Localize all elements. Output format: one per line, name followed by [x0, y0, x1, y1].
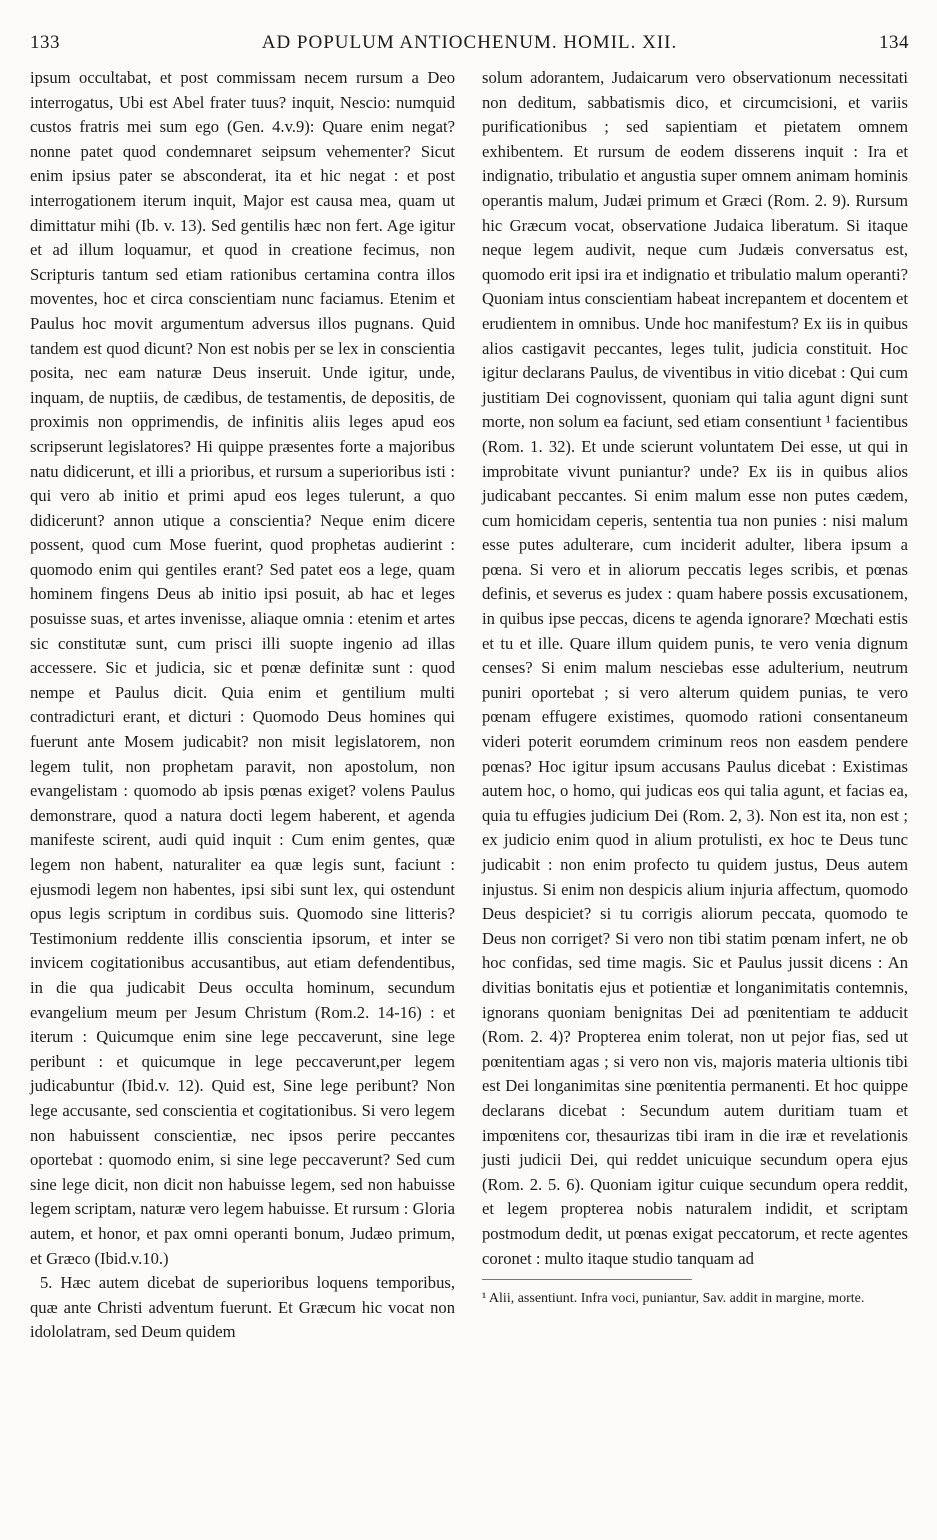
- left-column: [30, 66, 455, 1345]
- left-paragraph-2: 5. Hæc autem dicebat de superioribus loquens temporibus, quæ ante Christi adventum fuerunt. Et Græcum hic vocat non idololatram, sed Deum quidem: [30, 1273, 455, 1342]
- footnote: [482, 1279, 865, 1308]
- right-paragraph-1: solum adorantem, Judaicarum vero observationum necessitati non deditum, sabbatismis dico, et circumcisioni, et variis purificationibus ; sed sapientiam et pietatem omnem exhibentem. Et rursum de eodem disserens inquit : Ira et indignatio, tribulatio et angustia super omnem animam hominis operantis malum, Judæi primum et Græci (Rom. 2. 9). Rursum hic Græcum vocat, observatione Judaica liberatum. Si itaque neque legem audivit, neque cum Judæis conversatus est, quomodo erit ipsi ira et indignatio et tribulatio malum operanti? Quoniam intus conscientiam habeat increpantem et docentem et erudientem in omnibus. Unde hoc manifestum? Ex iis in quibus alios castigavit peccantes, leges tulit, judicia constituit. Hoc igitur declarans Paulus, de viventibus in vitio dicebat : Qui cum justitiam Dei cognovissent, quoniam qui talia agunt digni sunt morte, non solum ea faciunt, sed etiam consentiunt ¹ facientibus (Rom. 1. 32). Et unde scierunt voluntatem Dei esse, ut qui in improbitate vivunt puniantur? unde? Ex iis in quibus alios judicabant peccantes. Si enim malum esse non putes cædem, cum homicidam ceperis, sententia tua non punies : nisi malum esse putes adulterare, cum inciderit adulter, libera ipsum a pœna. Si vero et in aliorum peccatis leges scribis, et pœnas definis, et severus es judex : quam habere possis excusationem, in quibus ipse peccas, dicens te agenda ignorare? Mœchati estis et tu et ille. Quare illum quidem punis, te vero venia dignum censes? Si enim malum nesciebas esse adulterium, neutrum puniri oportebat ; si vero alterum quidem punias, te vero pœnam effugere existimes, quomodo rationi consentaneum videri poterit eorumdem criminum reos non easdem pendere pœnas? Hoc igitur ipsum accusans Paulus dicebat : Existimas autem hoc, o homo, qui judicas eos qui talia agunt, et facias ea, quia tu effugies judicium Dei (Rom. 2, 3). Non est ita, non est ; ex judicio enim quod in alium protulisti, ex hoc te Deus tunc judicabit : non enim profecto tu quidem justus, Deus autem injustus. Si enim non despicis alium injuria affectum, quomodo Deus despiciet? si tu corrigis aliorum peccata, quomodo te Deus non corriget? Si vero non tibi statim pœnam infert, ne ob hoc confidas, sed time magis. Sic et Paulus jussit dicens : An divitias bonitatis ejus et potientiæ et longanimitatis contemnis, ignorans quoniam benignitas Dei ad pœnitentiam te adducit (Rom. 2. 4)? Propterea enim tolerat, non ut pejor fias, sed ut pœnitentiam agas ; si vero non vis, majoris materia ultionis tibi est Dei longanimitas sine pœnitentia permanenti. Et hoc quippe declarans dicebat : Secundum autem duritiam tuam et impœnitens cor, thesaurizas tibi iram in die iræ et revelationis justi judicii Dei, qui reddet unicuique secundum opera ejus (Rom. 2. 5. 6). Quoniam igitur cuique secundum opera reddit, et legem propterea nobis naturalem indidit, et scriptam postmodum dedit, ut pœnas exigat peccatorum, et recte agentes coronet : multo itaque studio tanquam ad: [482, 68, 908, 1268]
- page-number-right: 134: [879, 32, 909, 53]
- right-column: [482, 66, 908, 1308]
- running-title: AD POPULUM ANTIOCHENUM. HOMIL. XII.: [261, 32, 678, 53]
- page-header: [30, 32, 909, 58]
- page-number-left: 133: [30, 32, 60, 53]
- footnote-text: ¹ Alii, assentiunt. Infra voci, puniantur, Sav. addit in margine, morte.: [482, 1291, 865, 1307]
- left-paragraph-1: ipsum occultabat, et post commissam necem rursum a Deo interrogatus, Ubi est Abel frater tuus? inquit, Nescio: numquid custos fratris mei sum ego (Gen. 4.v.9): Quare enim negat? nonne patet quod condemnaret seipsum vehementer? Sicut enim ipsius pater se absconderat, ita et hic negat : et post interrogationem iterum inquit, Major est causa mea, quam ut dimittatur mihi (Ib. v. 13). Sed gentilis hæc non fert. Age igitur et ad illum loquamur, et quod in creatione fecimus, non Scripturis tantum sed etiam rationibus certamina contra illos moventes, hoc et circa conscientiam nunc faciamus. Etenim et Paulus hoc movit argumentum adversus illos pugnans. Quid tandem est quod dicunt? Non est nobis per se lex in conscientia posita, nec eam naturæ Deus inseruit. Unde igitur, unde, inquam, de nuptiis, de cædibus, de testamentis, de depositis, de proximis non opprimendis, de infinitis aliis leges apud eos scripserunt legislatores? Hi quippe præsentes forte a majoribus natu didicerunt, et illi a prioribus, et rursum a superioribus isti : qui vero ab initio et primi apud eos leges tulerunt, a quo didicerunt? annon utique a conscientia? Neque enim dicere possent, quod cum Mose fuerint, quod prophetas audierint : quomodo enim qui gentiles erant? Sed patet eos a lege, quam hominem fingens Deus ab initio ipsi posuit, ab hac et leges posuisse suas, et artes invenisse, aliaque omnia : etenim et artes sic constitutæ sunt, cum prisci illi suopte ingenio ad illas accessere. Sic et judicia, sic et pœnæ definitæ sunt : quod nempe et Paulus dicit. Quia enim et gentilium multi contradicturi erant, et dicturi : Quomodo Deus homines qui fuerunt ante Mosem judicabit? non misit legislatorem, non legem tulit, non prophetam paravit, non apostolum, non evangelistam : quomodo ab ipsis pœnas exiget? volens Paulus demonstrare, quod a natura docti legem haberent, et agenda manifeste scirent, audi quid inquit : Cum enim gentes, quæ legem non habent, naturaliter ea quæ legis sunt, faciunt : ejusmodi legem non habentes, ipsi sibi sunt lex, qui ostendunt opus legis scriptum in cordibus suis. Quomodo sine litteris? Testimonium reddente illis conscientia ipsorum, et inter se invicem cogitationibus accusantibus, aut etiam defendentibus, in die qua judicabit Deus occulta hominum, secundum evangelium meum per Jesum Christum (Rom.2. 14-16) : et iterum : Quicumque enim sine lege peccaverunt, sine lege peribunt : et quicumque in lege peccaverunt,per legem judicabuntur (Ibid.v. 12). Quid est, Sine lege peribunt? Non lege accusante, sed conscientia et cogitationibus. Si vero legem non habuissent conscientiæ, nec ipsos perire peccantes oportebat : quomodo enim, si sine lege peccaverunt? Sed cum sine lege dicit, non dicit non habuisse legem, sed non habuisse legem scriptam, naturæ vero legem habuisse. Et rursum : Gloria autem, et honor, et pax omni operanti bonum, Judæo primum, et Græco (Ibid.v.10.): [30, 68, 455, 1268]
